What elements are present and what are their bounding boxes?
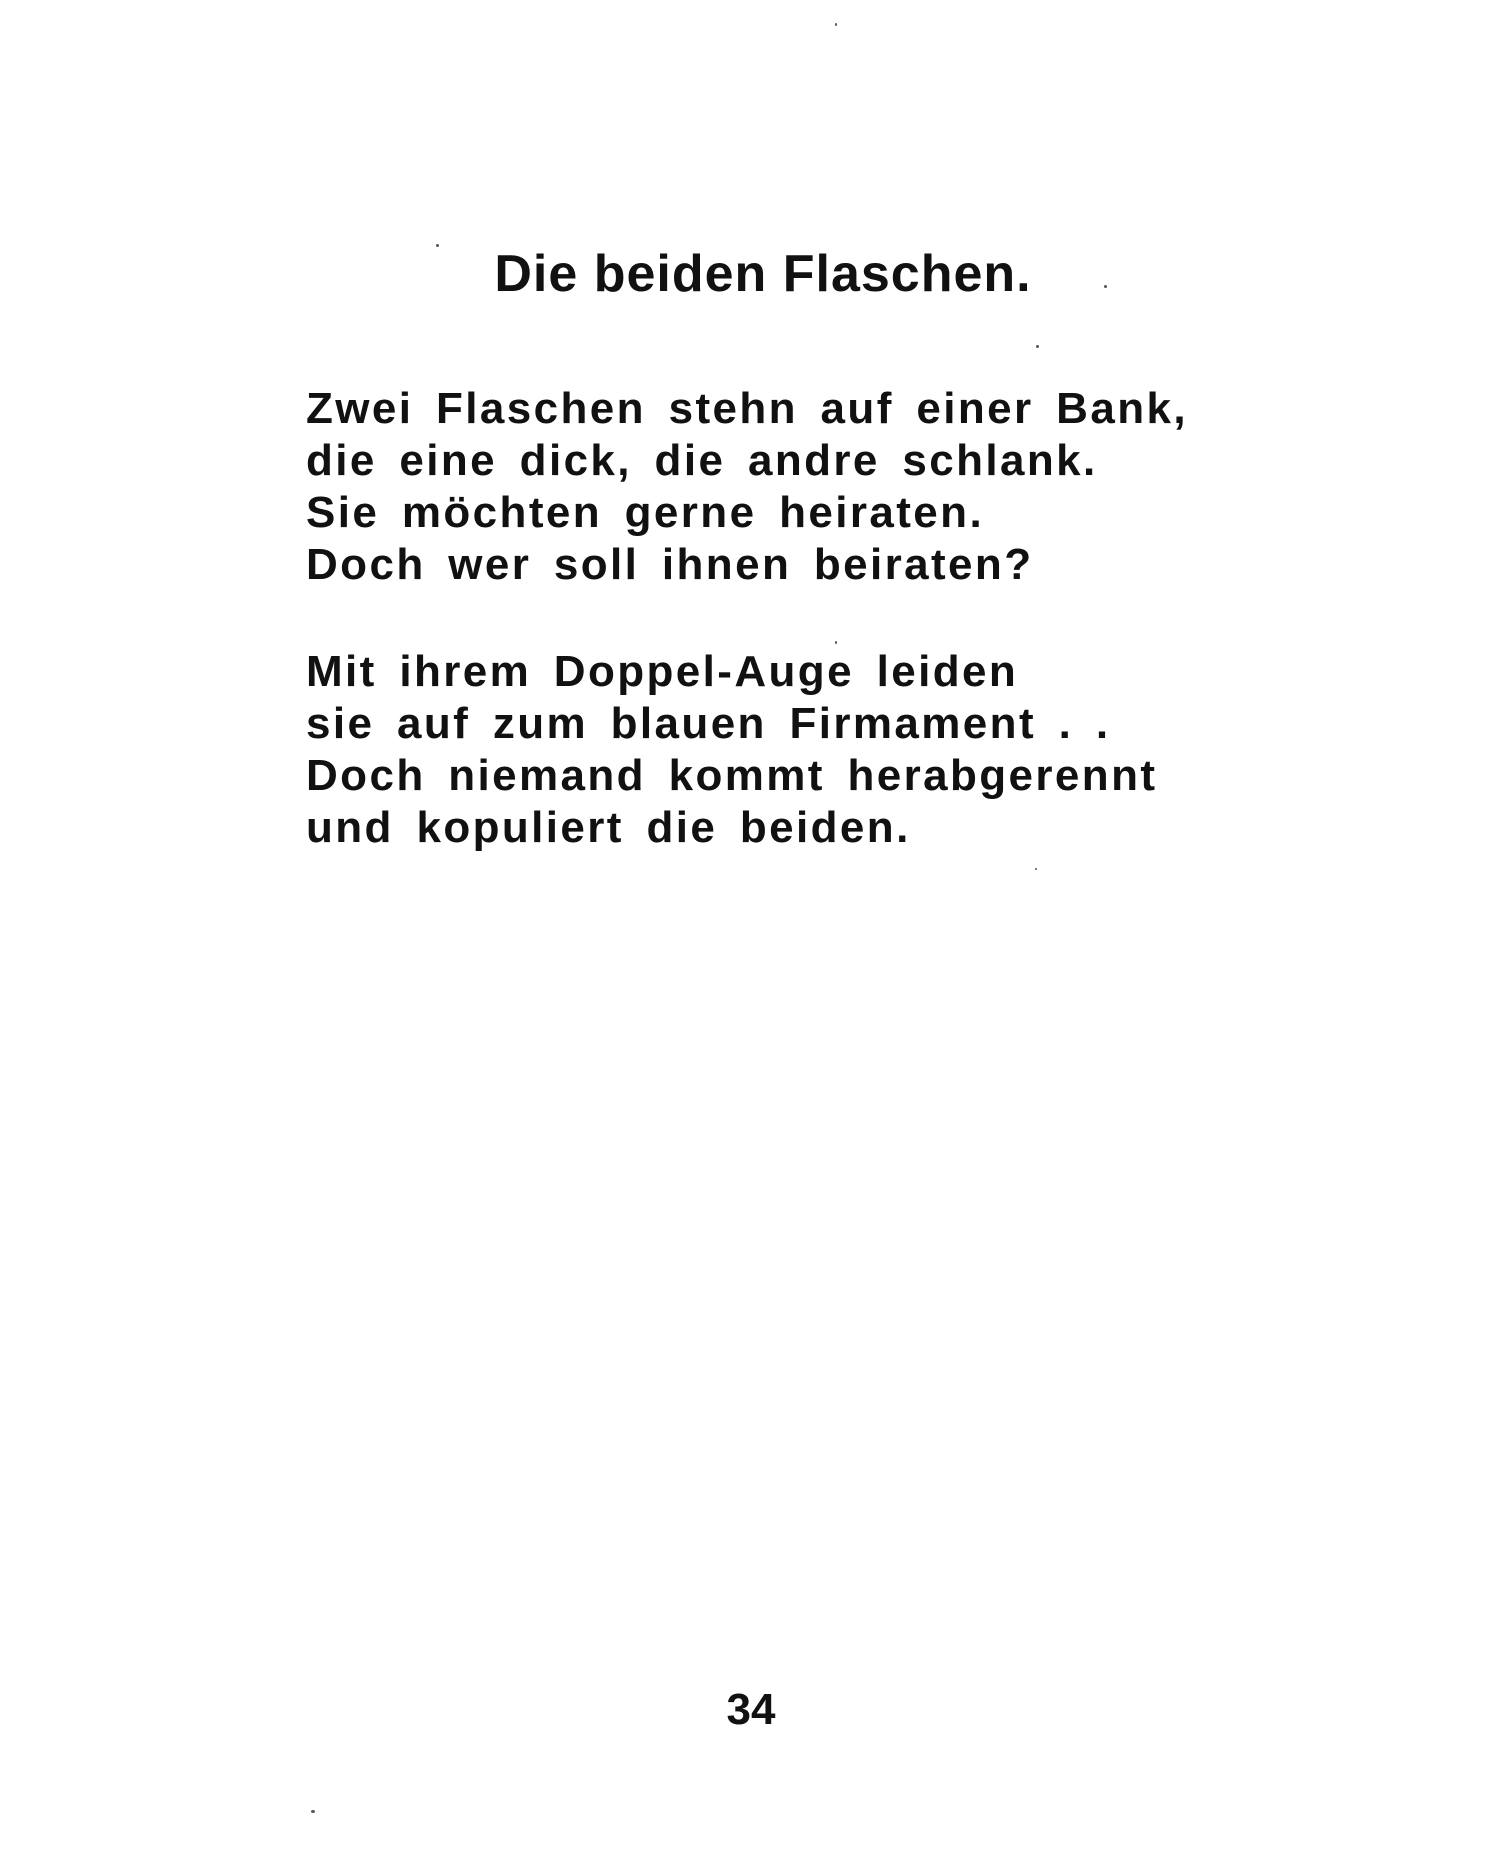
scan-speck bbox=[1104, 285, 1107, 288]
scan-speck bbox=[1035, 868, 1037, 870]
scan-speck bbox=[436, 244, 439, 247]
page-number: 34 bbox=[726, 1685, 776, 1734]
scan-speck bbox=[835, 641, 837, 644]
scan-speck bbox=[1036, 345, 1039, 348]
poem-line: Zwei Flaschen stehn auf einer Bank, bbox=[306, 384, 1188, 433]
stanza-1 bbox=[306, 383, 1188, 591]
poem-title: Die beiden Flaschen. bbox=[494, 245, 1032, 303]
poem-line: Mit ihrem Doppel-Auge leiden bbox=[306, 647, 1019, 696]
poem-line: Doch niemand kommt herabgerennt bbox=[306, 751, 1158, 800]
stanza-2 bbox=[306, 646, 1157, 854]
poem-line: Sie möchten gerne heiraten. bbox=[306, 488, 985, 537]
poem-line: die eine dick, die andre schlank. bbox=[306, 436, 1098, 485]
poem-line: Doch wer soll ihnen beiraten? bbox=[306, 540, 1034, 589]
poem-line: sie auf zum blauen Firmament . . bbox=[306, 699, 1111, 748]
scan-speck bbox=[835, 23, 837, 26]
poem-line: und kopuliert die beiden. bbox=[306, 803, 911, 852]
scan-speck bbox=[311, 1810, 315, 1813]
